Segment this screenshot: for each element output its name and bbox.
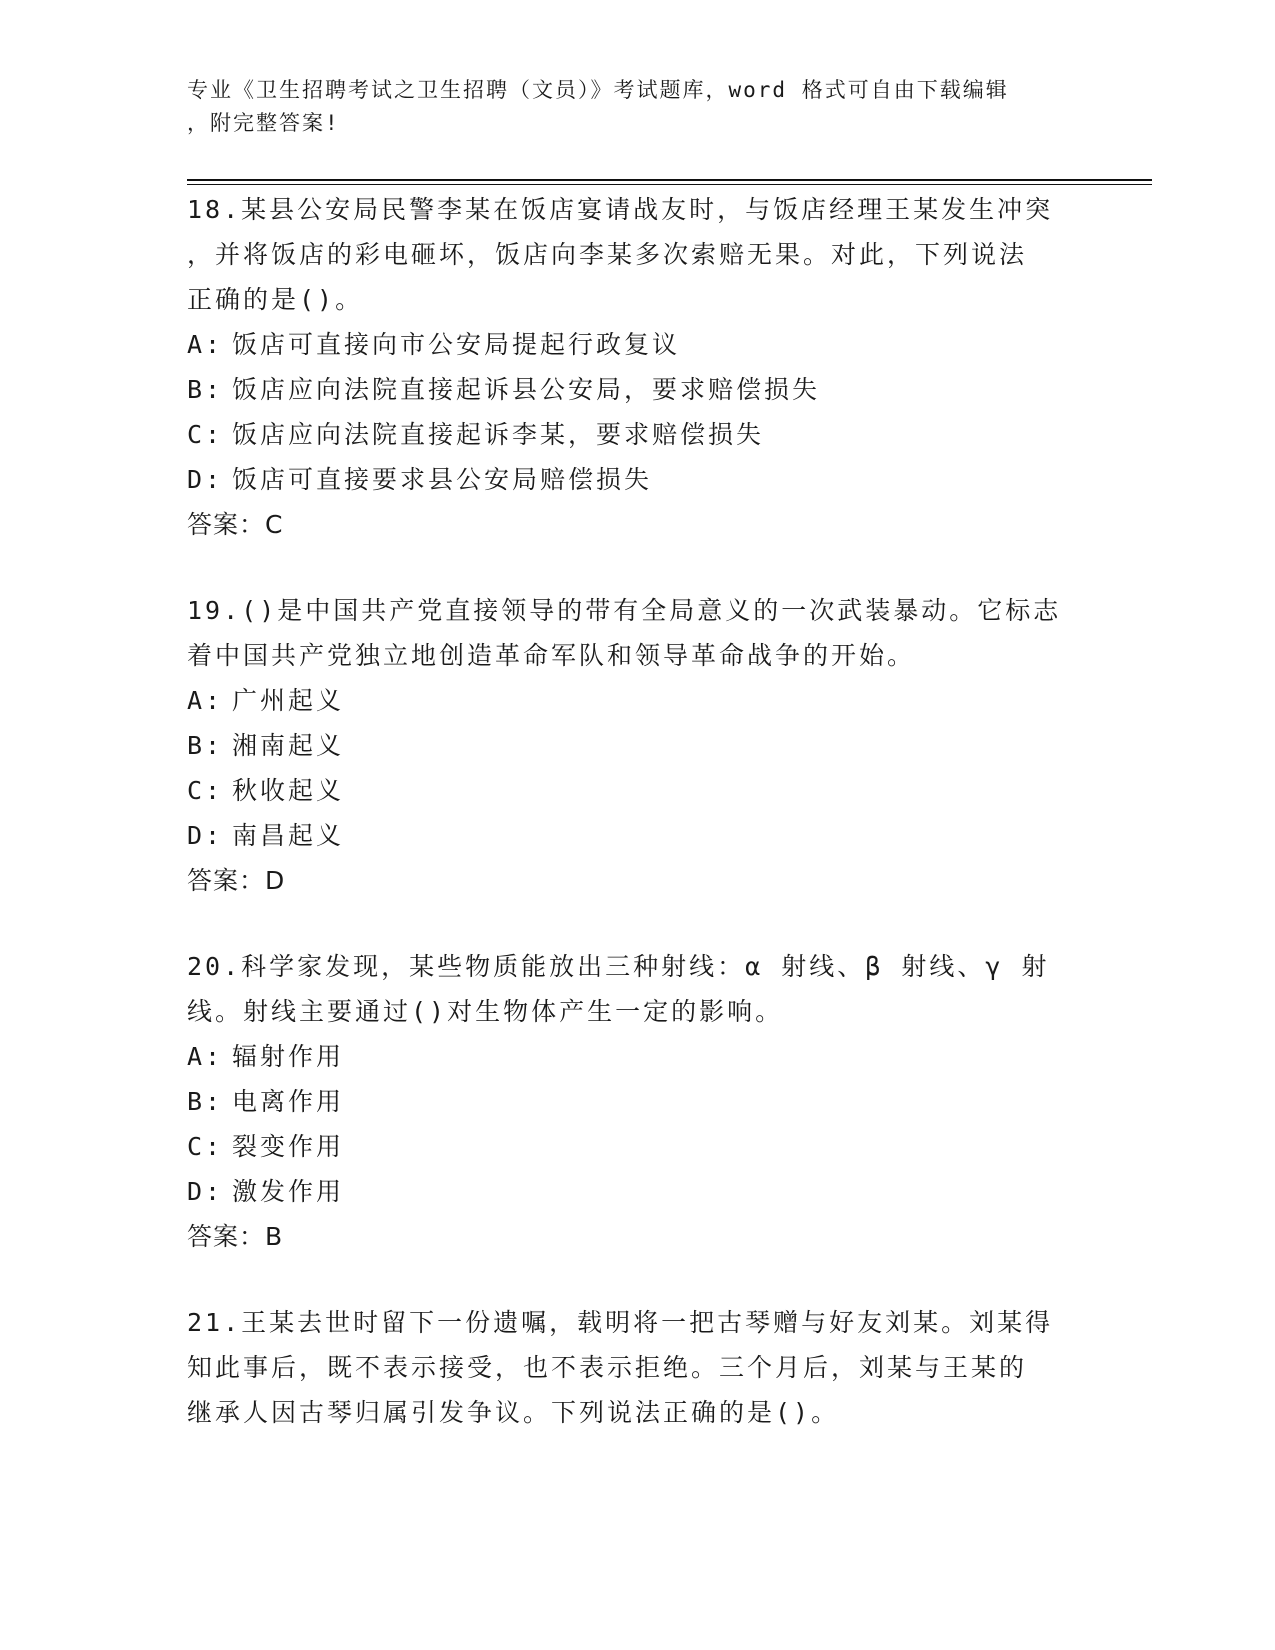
stem-line: 着中国共产党独立地创造革命军队和领导革命战争的开始。: [187, 641, 916, 670]
option-text: 激发作用: [232, 1177, 345, 1206]
option-letter: B:: [187, 375, 224, 404]
question-stem: [187, 588, 1087, 678]
option-text: 饭店可直接要求县公安局赔偿损失: [232, 465, 653, 494]
question-20: [187, 944, 1087, 1259]
option-text: 辐射作用: [232, 1042, 345, 1071]
stem-line: 知此事后，既不表示接受，也不表示拒绝。三个月后，刘某与王某的: [187, 1353, 1028, 1382]
option-b: [187, 367, 1087, 412]
option-c: [187, 412, 1087, 457]
stem-line: ，并将饭店的彩电砸坏，饭店向李某多次索赔无果。对此，下列说法: [187, 240, 1028, 269]
answer-line: 答案：D: [187, 866, 286, 895]
option-text: 南昌起义: [232, 821, 345, 850]
stem-line: 正确的是()。: [187, 285, 364, 314]
header-rule-thin: [187, 184, 1152, 185]
stem-line: 18.某县公安局民警李某在饭店宴请战友时，与饭店经理王某发生冲突: [187, 195, 1054, 224]
stem-line: 继承人因古琴归属引发争议。下列说法正确的是()。: [187, 1398, 840, 1427]
option-letter: D:: [187, 1177, 224, 1206]
option-a: [187, 678, 1087, 723]
option-text: 饭店可直接向市公安局提起行政复议: [232, 330, 681, 359]
option-letter: B:: [187, 731, 224, 760]
option-text: 饭店应向法院直接起诉李某，要求赔偿损失: [232, 420, 765, 449]
option-c: [187, 1124, 1087, 1169]
question-21: [187, 1300, 1087, 1435]
option-letter: B:: [187, 1087, 224, 1116]
option-text: 电离作用: [232, 1087, 345, 1116]
stem-line: 20.科学家发现，某些物质能放出三种射线：α 射线、β 射线、γ 射: [187, 952, 1050, 981]
option-letter: C:: [187, 776, 224, 805]
option-letter: A:: [187, 686, 224, 715]
stem-line: 线。射线主要通过()对生物体产生一定的影响。: [187, 997, 784, 1026]
option-d: [187, 457, 1087, 502]
option-letter: D:: [187, 465, 224, 494]
option-text: 饭店应向法院直接起诉县公安局，要求赔偿损失: [232, 375, 821, 404]
option-letter: D:: [187, 821, 224, 850]
option-text: 裂变作用: [232, 1132, 345, 1161]
answer-line: 答案：C: [187, 510, 284, 539]
answer-line: 答案：B: [187, 1222, 284, 1251]
question-19: [187, 588, 1087, 903]
question-stem: [187, 944, 1087, 1034]
option-letter: C:: [187, 1132, 224, 1161]
option-a: [187, 1034, 1087, 1079]
option-b: [187, 1079, 1087, 1124]
option-text: 广州起义: [232, 686, 345, 715]
header-line-2: ，附完整答案!: [187, 111, 340, 135]
option-d: [187, 813, 1087, 858]
option-d: [187, 1169, 1087, 1214]
document-header: [187, 74, 1067, 140]
option-letter: C:: [187, 420, 224, 449]
question-stem: [187, 187, 1087, 322]
stem-line: 19.()是中国共产党直接领导的带有全局意义的一次武装暴动。它标志: [187, 596, 1062, 625]
option-a: [187, 322, 1087, 367]
question-stem: [187, 1300, 1087, 1435]
question-18: [187, 187, 1087, 547]
header-rule-thick: [187, 179, 1152, 181]
option-letter: A:: [187, 330, 224, 359]
question-list: [187, 187, 1087, 1476]
stem-line: 21.王某去世时留下一份遗嘱，载明将一把古琴赠与好友刘某。刘某得: [187, 1308, 1054, 1337]
option-text: 湘南起义: [232, 731, 345, 760]
header-line-1: 专业《卫生招聘考试之卫生招聘（文员）》考试题库，word 格式可自由下载编辑: [187, 78, 1009, 102]
option-text: 秋收起义: [232, 776, 345, 805]
option-b: [187, 723, 1087, 768]
option-letter: A:: [187, 1042, 224, 1071]
option-c: [187, 768, 1087, 813]
